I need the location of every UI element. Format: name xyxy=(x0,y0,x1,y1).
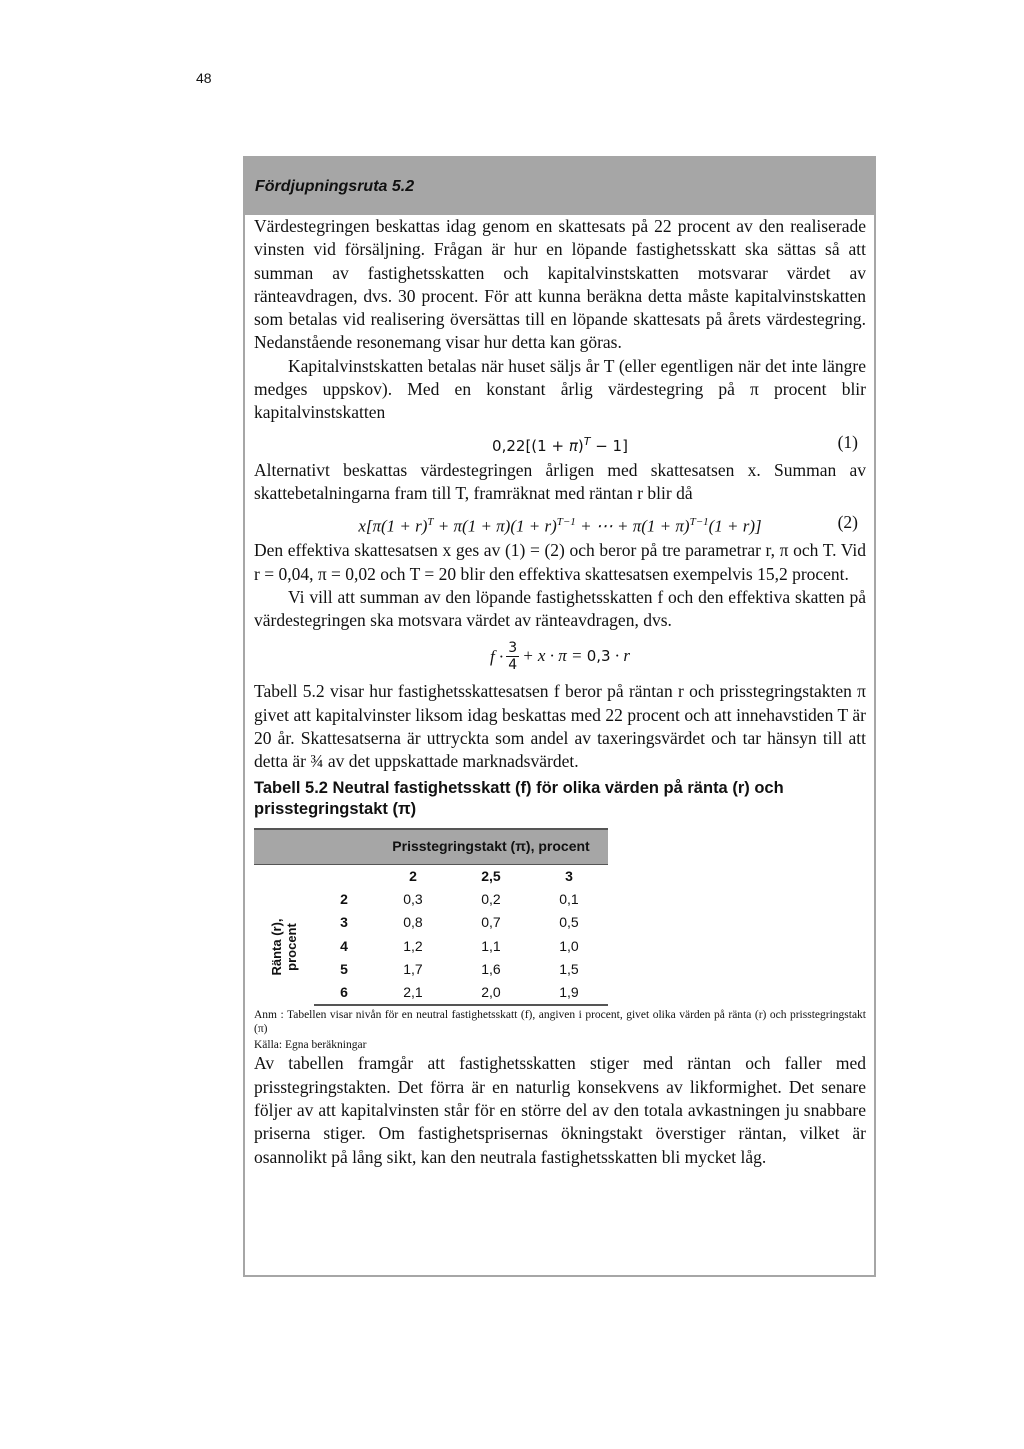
paragraph-3: Alternativt beskattas värdestegringen årligen med skattesatsen x. Summan av skattebetalningarna fram till T, framräknat med räntan r blir då xyxy=(254,459,866,503)
paragraph-5: Vi vill att summan av den löpande fastighetsskatten f och den effektiva skatten på värdestegringen ska motsvara värdet av ränteavdragen, dvs. xyxy=(254,586,866,631)
table-cell: 2,0 xyxy=(452,981,530,1005)
row-header: 3 xyxy=(340,914,348,931)
equation-2-expression: $x[\pi(1 + r)^T + \pi(1 + \pi)(1 + r)^{T-1}$ + ⋯ + $\pi(1 + \pi)^{T-1}(1 + r)$] xyxy=(358,516,762,536)
row-header: 2 xyxy=(340,890,348,907)
table-cell: 1,9 xyxy=(530,981,608,1005)
column-header: 3 xyxy=(530,864,608,888)
equation-3: f · $\frac{3}{4}$ + x · π = 0,3 · r xyxy=(490,639,630,673)
table-cell: 1,7 xyxy=(403,960,423,977)
table-note: Anm : Tabellen visar nivån för en neutral fastighetsskatt (f), angiven i procent, givet olika värden på ränta (r) och prisstegringstakt (π) xyxy=(254,1009,866,1036)
row-group-header: Ränta (r), procent xyxy=(269,918,299,976)
table-source: Källa: Egna beräkningar xyxy=(254,1039,367,1052)
row-header: 5 xyxy=(340,960,348,977)
paragraph-7: Av tabellen framgår att fastighetsskatten stiger med räntan och faller med prisstegringstakten. Det förra är en naturlig konsekvens av likformighet. Det senare följer av att kapitalvinsten står för en större del av den totala avkastningen ju snabbare priserna stiger. Om fastighetsprisernas ökningstakt överstiger räntan, vilket är osannolikt på lång sikt, kan den neutrala fastighetsskatten bli mycket låg. xyxy=(254,1053,866,1167)
table-cell: 1,6 xyxy=(481,960,501,977)
table-cell: 1,1 xyxy=(481,937,501,954)
table-cell: 0,5 xyxy=(559,914,579,931)
paragraph-4: Den effektiva skattesatsen x ges av (1) = (2) och beror på tre parametrar r, π och T. Vid r = 0,04, π = 0,02 och T = 20 blir den effektiva skattesatsen exempelvis 15,2 procent. xyxy=(254,540,866,584)
table-title: Tabell 5.2 Neutral fastighetsskatt (f) för olika värden på ränta (r) och prisstegringstakt (π) xyxy=(254,778,784,818)
equation-1-expression: $0,22[(1 + \pi)^T - 1]$ xyxy=(492,434,628,455)
table-cell: 1,5 xyxy=(559,960,579,977)
table-cell: 0,1 xyxy=(559,890,579,907)
table-row xyxy=(254,888,608,911)
table-cell: 0,2 xyxy=(481,890,501,907)
equation-1-number: (1) xyxy=(837,431,858,452)
column-header: 2,5 xyxy=(452,864,530,888)
equation-1 xyxy=(254,425,866,459)
column-group-header: Prisstegringstakt (π), procent xyxy=(374,829,608,865)
table-cell: 0,3 xyxy=(403,890,423,907)
equation-2-number: (2) xyxy=(837,512,858,533)
row-header: 4 xyxy=(340,937,348,954)
paragraph-1: Värdestegringen beskattas idag genom en skattesats på 22 procent av den realiserade vinsten vid försäljning. Frågan är hur en löpande fastighetsskatt ska sättas så att summan av fastighetsskatten och kapitalvinstskatten motsvarar värdet av ränteavdragen, dvs. 30 procent. För att kunna beräkna detta måste kapitalvinstskatten som betalas vid realisering översättas till en löpande skattesats på årets värdestegring. Nedanstående resonemang visar hur detta kan göras. xyxy=(254,216,866,353)
table-cell: 0,8 xyxy=(403,914,423,931)
table-cell: 0,7 xyxy=(481,914,501,931)
row-header: 6 xyxy=(314,981,374,1005)
box-content xyxy=(245,215,874,1169)
table-cell: 1,2 xyxy=(403,937,423,954)
fraction-three-quarters: $\frac{3}{4}$ xyxy=(508,639,518,673)
equation-2 xyxy=(254,505,866,539)
box-title: Fördjupningsruta 5.2 xyxy=(245,158,874,215)
column-header-row xyxy=(254,864,608,888)
info-box xyxy=(243,156,876,1277)
column-header: 2 xyxy=(374,864,452,888)
table-cell: 1,0 xyxy=(559,937,579,954)
tax-table xyxy=(254,828,608,1007)
paragraph-6: Tabell 5.2 visar hur fastighetsskattesatsen f beror på räntan r och prisstegringstakten π givet att kapitalvinster liksom idag beskattas med 22 procent och att innehavstiden T är 20 år. Skattesatserna är uttryckta som andel av taxeringsvärdet och tar hänsyn till att detta är ¾ av det uppskattade marknadsvärdet. xyxy=(254,681,866,772)
table-cell: 2,1 xyxy=(374,981,452,1005)
paragraph-2: Kapitalvinstskatten betalas när huset säljs år T (eller egentligen när det inte längre medges uppskov). Med en konstant årlig värdestegring på π procent blir kapitalvinstskatten xyxy=(254,355,866,423)
page-number: 48 xyxy=(196,70,212,86)
